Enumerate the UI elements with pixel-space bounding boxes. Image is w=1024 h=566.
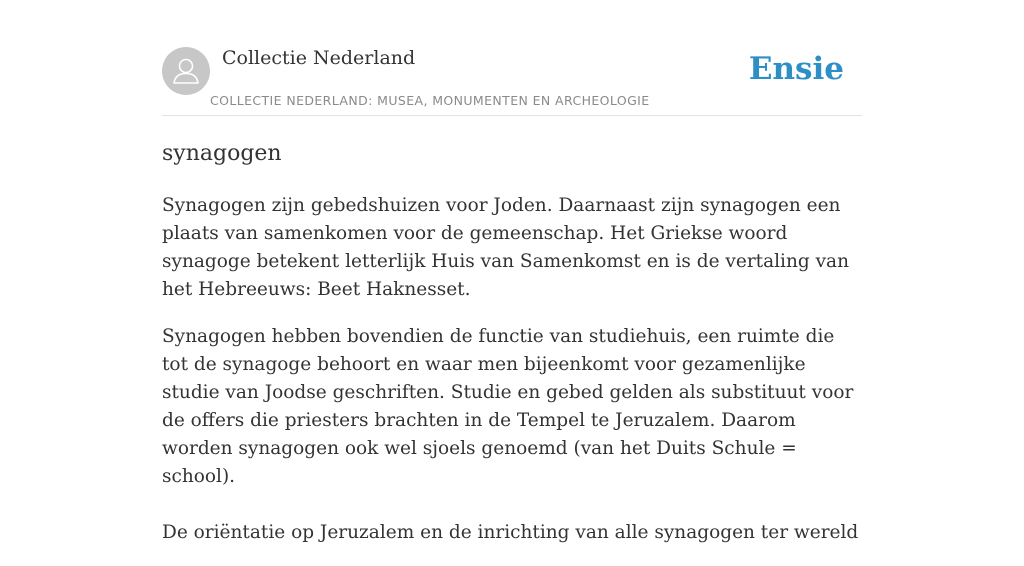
- author-avatar[interactable]: [162, 47, 210, 95]
- article-paragraph: Synagogen hebben bovendien de functie van studiehuis, een ruimte die tot de synagoge behoort en waar men bijeenkomt voor gezamenlijke studie van Joodse geschriften. Studie en gebed gelden als substituut voor de offers die priesters brachten in de Tempel te Jeruzalem. Daarom worden synagogen ook wel sjoels genoemd (van het Duits Schule = school).: [162, 326, 854, 487]
- user-icon: [162, 47, 210, 95]
- article-title: synagogen: [162, 141, 282, 166]
- article-body: [162, 192, 862, 566]
- author-subtitle[interactable]: COLLECTIE NEDERLAND: MUSEA, MONUMENTEN EN ARCHEOLOGIE: [210, 93, 650, 108]
- article-paragraph: Synagogen zijn gebedshuizen voor Joden. Daarnaast zijn synagogen een plaats van samenkomen voor de gemeenschap. Het Griekse woord synagoge betekent letterlijk Huis van Samenkomst en is de vertaling van het Hebreeuws: Beet Haknesset.: [162, 195, 849, 300]
- article-paragraph: De oriëntatie op Jeruzalem en de inrichting van alle synagogen ter wereld: [162, 522, 859, 543]
- author-name[interactable]: Collectie Nederland: [222, 47, 416, 69]
- page-header: [162, 0, 862, 116]
- ensie-logo[interactable]: Ensie: [748, 51, 844, 87]
